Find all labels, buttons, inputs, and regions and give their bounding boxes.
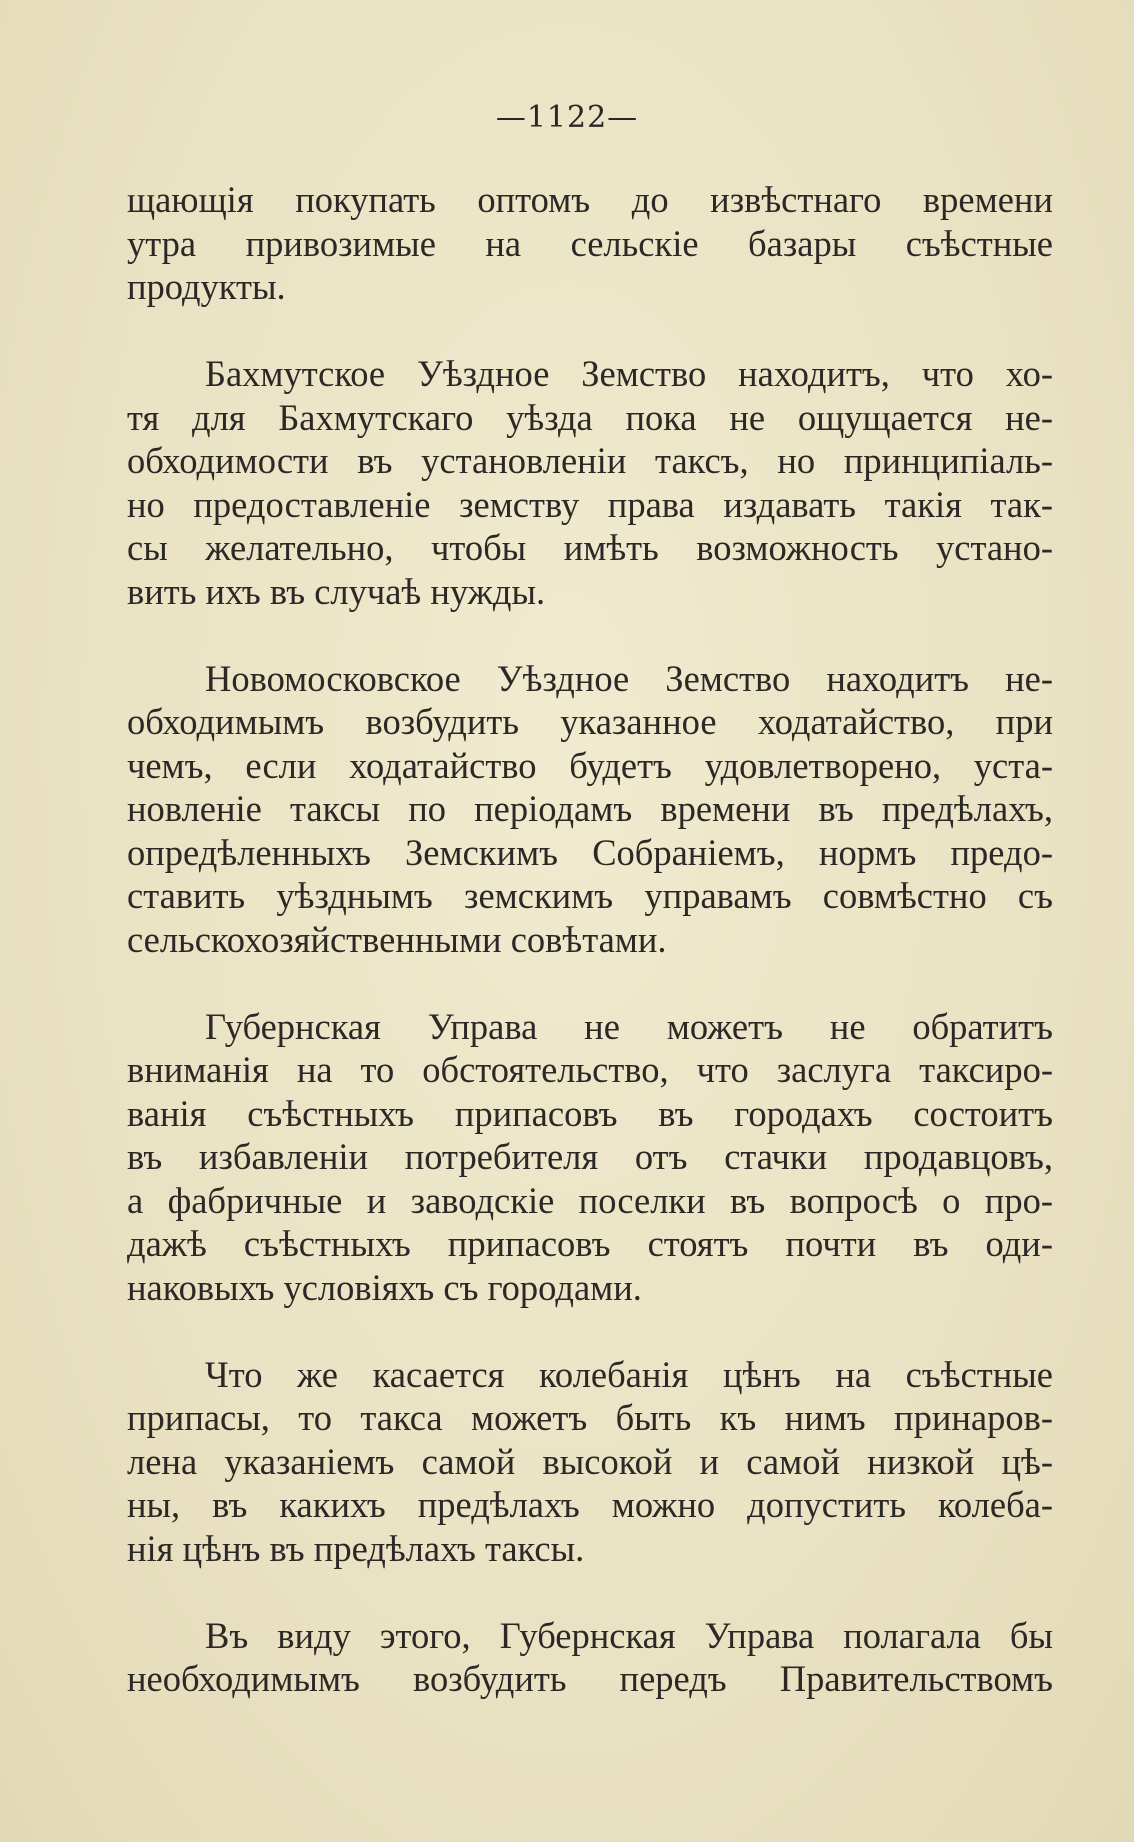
text-line: тя для Бахмутскаго уѣзда пока не ощущается не- [127,396,1053,438]
text-line: нія цѣнъ въ предѣлахъ таксы. [127,1527,585,1569]
text-line: дажѣ съѣстныхъ припасовъ стоятъ почти въ оди- [127,1223,1053,1264]
text-line: ны, въ какихъ предѣлахъ можно допустить колеба- [127,1484,1053,1525]
text-line: наковыхъ условіяхъ съ городами. [127,1266,642,1308]
text-line: обходимости въ установленіи таксъ, но принципіаль- [127,440,1053,481]
text-line: обходимымъ возбудить указанное ходатайство, при [127,701,1053,742]
text-line: лена указаніемъ самой высокой и самой низкой цѣ- [127,1440,1053,1482]
text-line: а фабричные и заводскіе поселки въ вопросѣ о про- [127,1179,1053,1221]
paragraph [127,1614,1053,1701]
text-line: Въ виду этого, Губернская Управа полагала бы [205,1614,1053,1656]
text-line: ставить уѣзднымъ земскимъ управамъ совмѣстно съ [127,875,1053,916]
text-line: щающія покупать оптомъ до извѣстнаго времени [127,179,1053,220]
paragraph [127,1353,1053,1571]
text-line: сельскохозяйственными совѣтами. [127,918,667,960]
text-line: продукты. [127,266,286,307]
text-line: припасы, то такса можетъ быть къ нимъ принаров- [127,1397,1053,1438]
page-number: —1122— [495,100,639,135]
text-line: ванія съѣстныхъ припасовъ въ городахъ состоитъ [127,1092,1053,1134]
paragraph [127,657,1053,962]
text-line: вить ихъ въ случаѣ нужды. [127,570,546,612]
text-line: Новомосковское Уѣздное Земство находитъ не- [205,657,1053,699]
text-line: чемъ, если ходатайство будетъ удовлетворено, уста- [127,744,1053,786]
paragraph [127,178,1053,309]
text-line: вниманія на то обстоятельство, что заслуга таксиро- [127,1049,1053,1090]
text-line: Губернская Управа не можетъ не обратитъ [205,1005,1053,1047]
text-line: утра привозимые на сельскіе базары съѣстные [127,222,1053,264]
text-body [127,178,1053,1744]
text-line: въ избавленіи потребителя отъ стачки продавцовъ, [127,1136,1053,1177]
text-line: опредѣленныхъ Земскимъ Собраніемъ, нормъ предо- [127,831,1053,873]
text-line: новленіе таксы по періодамъ времени въ предѣлахъ, [127,788,1053,829]
text-line: Бахмутское Уѣздное Земство находитъ, что хо- [205,353,1053,394]
text-line: но предоставленіе земству права издавать такія так- [127,483,1053,525]
text-line: сы желательно, чтобы имѣть возможность устано- [127,527,1053,568]
paragraph [127,1005,1053,1310]
text-line: Что же касается колебанія цѣнъ на съѣстные [205,1353,1053,1395]
paragraph [127,352,1053,613]
text-line: необходимымъ возбудить передъ Правительствомъ [127,1658,1053,1699]
